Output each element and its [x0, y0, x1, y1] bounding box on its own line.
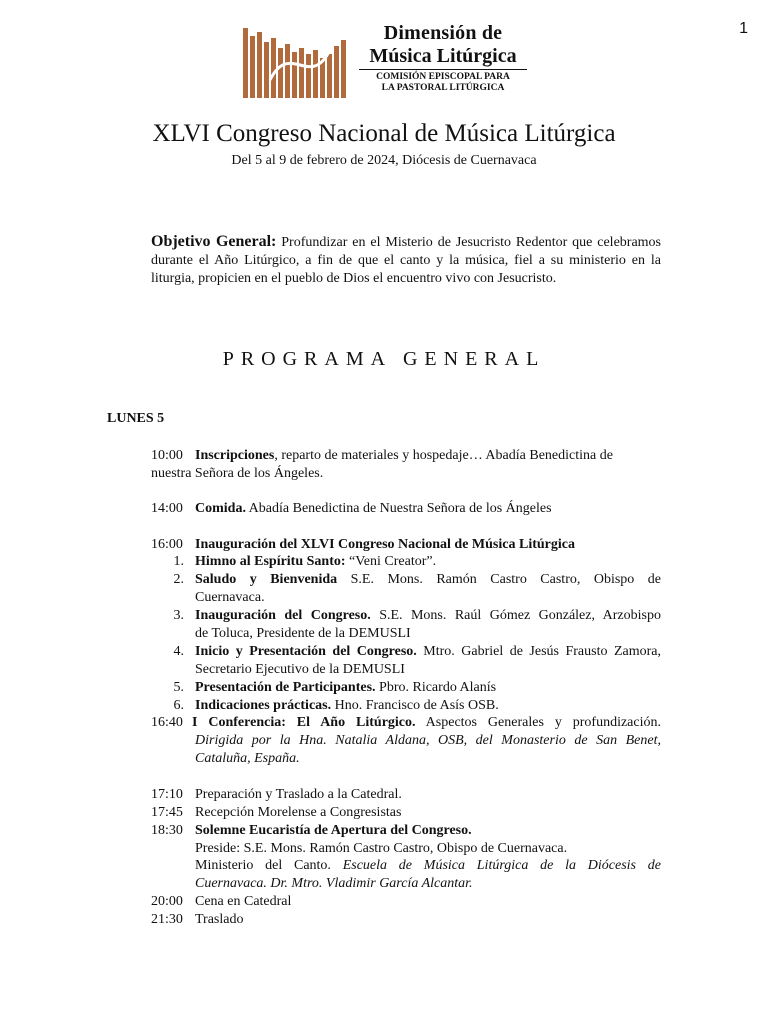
logo-line1: Dimensión de: [383, 22, 503, 44]
entry-text: Aspectos Generales y profundización.: [415, 715, 661, 730]
schedule-entry: [195, 447, 661, 465]
list-item: [195, 553, 661, 571]
entry-italic-line: Dirigida por la Hna. Natalia Aldana, OSB, del Monasterio de San Benet,: [195, 733, 661, 748]
time-label: 17:45: [151, 805, 183, 820]
item-text: Hno. Francisco de Asís OSB.: [331, 698, 499, 713]
list-item: [195, 643, 661, 661]
item-continuation: Cuernavaca.: [195, 590, 265, 605]
item-title: Presentación de Participantes.: [195, 680, 376, 695]
list-number: 3.: [173, 608, 184, 623]
time-label: 16:40: [151, 715, 183, 730]
item-title: Inicio y Presentación del Congreso.: [195, 644, 417, 659]
entry-continuation: nuestra Señora de los Ángeles.: [151, 466, 324, 481]
objetivo-text: Profundizar en el Misterio de Jesucristo Redentor que celebramos durante el Año Litúrgico, a fin de que el canto y la música, fiel a su ministerio en la liturgia, propicien en el pueblo de Dios el encuentro vivo con Jesucristo.: [151, 235, 661, 286]
document-subtitle: Del 5 al 9 de febrero de 2024, Diócesis de Cuernavaca: [231, 153, 537, 168]
list-number: 4.: [173, 644, 184, 659]
list-number: 5.: [173, 680, 184, 695]
time-label: 17:10: [151, 787, 183, 802]
schedule-entry: Traslado: [195, 912, 244, 927]
logo-line3: COMISIÓN EPISCOPAL PARA: [376, 72, 510, 82]
time-label: 20:00: [151, 894, 183, 909]
logo-text: [353, 22, 533, 94]
objetivo-general: [151, 233, 661, 288]
logo-divider: [359, 69, 527, 70]
item-continuation: de Toluca, Presidente de la DEMUSLI: [195, 626, 411, 641]
entry-title: Comida.: [195, 501, 246, 516]
list-number: 1.: [173, 554, 184, 569]
organ-pipes-icon: [240, 20, 352, 102]
logo: [240, 20, 530, 102]
item-text: S.E. Mons. Raúl Gómez González, Arzobispo: [370, 608, 661, 623]
schedule-entry: Preparación y Traslado a la Catedral.: [195, 787, 402, 802]
entry-title: Inscripciones: [195, 448, 275, 463]
document-title: XLVI Congreso Nacional de Música Litúrgica: [152, 120, 616, 147]
entry-line: Preside: S.E. Mons. Ramón Castro Castro, Obispo de Cuernavaca.: [195, 841, 568, 856]
entry-line: [195, 857, 661, 875]
schedule-entry: Cena en Catedral: [195, 894, 292, 909]
entry-title: Solemne Eucaristía de Apertura del Congreso.: [195, 823, 472, 838]
time-label: 16:00: [151, 537, 183, 552]
schedule-entry: [195, 536, 661, 554]
logo-line4: LA PASTORAL LITÚRGICA: [381, 83, 505, 93]
list-number: 2.: [173, 572, 184, 587]
item-continuation: Secretario Ejecutivo de la DEMUSLI: [195, 662, 405, 677]
time-label: 18:30: [151, 823, 183, 838]
entry-italic: Escuela de Música Litúrgica de la Diócesis de: [342, 858, 661, 873]
schedule-entry: [195, 822, 661, 840]
page-number: 1: [739, 20, 748, 37]
schedule-entry: [192, 714, 661, 732]
list-item: [195, 607, 661, 625]
entry-italic-line: Cataluña, España.: [195, 751, 300, 766]
entry-text: Abadía Benedictina de Nuestra Señora de los Ángeles: [245, 501, 552, 516]
list-number: 6.: [173, 698, 184, 713]
entry-text: , reparto de materiales y hospedaje… Abadía Benedictina de: [274, 448, 613, 463]
list-item: [195, 697, 661, 715]
item-title: Indicaciones prácticas.: [195, 698, 332, 713]
item-title: Inauguración del Congreso.: [195, 608, 371, 623]
item-title: Saludo y Bienvenida: [195, 572, 338, 587]
day-heading: LUNES 5: [107, 411, 165, 426]
programa-heading: PROGRAMA GENERAL: [222, 348, 546, 370]
entry-italic-line: Cuernavaca. Dr. Mtro. Vladimir García Alcantar.: [195, 876, 473, 891]
entry-title: Inauguración del XLVI Congreso Nacional de Música Litúrgica: [195, 537, 575, 552]
list-item: [195, 679, 661, 697]
list-item: [195, 571, 661, 589]
objetivo-label: Objetivo General:: [151, 233, 277, 250]
schedule-entry: Recepción Morelense a Congresistas: [195, 805, 402, 820]
item-text: S.E. Mons. Ramón Castro Castro, Obispo de: [337, 572, 661, 587]
schedule-entry: [195, 500, 661, 518]
item-text: Pbro. Ricardo Alanís: [375, 680, 497, 695]
logo-line2: Música Litúrgica: [369, 45, 517, 67]
item-text: Mtro. Gabriel de Jesús Frausto Zamora,: [416, 644, 661, 659]
item-text: “Veni Creator”.: [345, 554, 437, 569]
entry-text: Ministerio del Canto.: [195, 858, 343, 873]
time-label: 10:00: [151, 448, 183, 463]
time-label: 14:00: [151, 501, 183, 516]
item-title: Himno al Espíritu Santo:: [195, 554, 346, 569]
time-label: 21:30: [151, 912, 183, 927]
entry-title: I Conferencia: El Año Litúrgico.: [192, 715, 416, 730]
